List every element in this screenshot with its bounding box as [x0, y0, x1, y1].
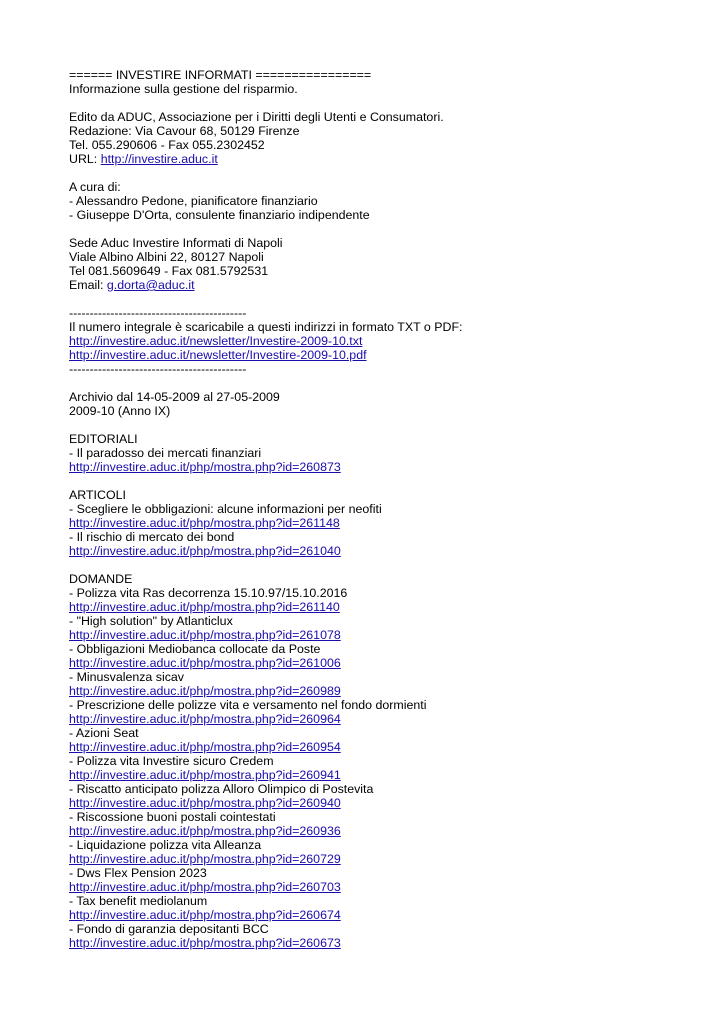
separator: ------------------------------------------- [69, 306, 247, 320]
list-item-link[interactable]: http://investire.aduc.it/php/mostra.php?id=260936 [69, 824, 341, 838]
section-heading-articoli: ARTICOLI [69, 488, 126, 502]
list-item-link[interactable]: http://investire.aduc.it/php/mostra.php?id=260703 [69, 880, 341, 894]
list-item-title: - Liquidazione polizza vita Alleanza [69, 838, 262, 852]
publisher-url-row [69, 152, 709, 166]
list-item-link[interactable]: http://investire.aduc.it/php/mostra.php?id=260674 [69, 908, 341, 922]
list-item-link[interactable]: http://investire.aduc.it/php/mostra.php?id=260964 [69, 712, 341, 726]
list-item-title: - Riscossione buoni postali cointestati [69, 810, 276, 824]
list-item-link[interactable]: http://investire.aduc.it/php/mostra.php?id=260729 [69, 852, 341, 866]
email-link[interactable]: g.dorta@aduc.it [106, 278, 195, 292]
archive-range: Archivio dal 14-05-2009 al 27-05-2009 [69, 390, 280, 404]
publisher-line: Edito da ADUC, Associazione per i Diritti degli Utenti e Consumatori. [69, 110, 444, 124]
list-item-title: - Riscatto anticipato polizza Alloro Olimpico di Postevita [69, 782, 374, 796]
list-item-link[interactable]: http://investire.aduc.it/php/mostra.php?id=261148 [69, 516, 340, 530]
list-item-link[interactable]: http://investire.aduc.it/php/mostra.php?id=260989 [69, 684, 341, 698]
section-heading-domande: DOMANDE [69, 572, 133, 586]
site-link[interactable]: http://investire.aduc.it [100, 152, 218, 166]
list-item-link[interactable]: http://investire.aduc.it/php/mostra.php?id=260941 [69, 768, 341, 782]
download-pdf-link[interactable]: http://investire.aduc.it/newsletter/Investire-2009-10.pdf [69, 348, 367, 362]
list-item-title: - Dws Flex Pension 2023 [69, 866, 207, 880]
list-item-title: - Minusvalenza sicav [69, 670, 185, 684]
download-txt-link[interactable]: http://investire.aduc.it/newsletter/Investire-2009-10.txt [69, 334, 363, 348]
url-label: URL: [69, 152, 101, 166]
list-item-link[interactable]: http://investire.aduc.it/php/mostra.php?id=260673 [69, 936, 341, 950]
office-email-row [69, 278, 709, 292]
list-item-title: - Obbligazioni Mediobanca collocate da Poste [69, 642, 321, 656]
list-item-title: - Fondo di garanzia depositanti BCC [69, 922, 269, 936]
list-item-link[interactable]: http://investire.aduc.it/php/mostra.php?id=261078 [69, 628, 341, 642]
newsletter-title: ====== INVESTIRE INFORMATI ================ [69, 68, 372, 82]
separator: ------------------------------------------- [69, 362, 247, 376]
newsletter-subtitle: Informazione sulla gestione del risparmio. [69, 82, 298, 96]
list-item-title: - Il rischio di mercato dei bond [69, 530, 235, 544]
editor-item: - Giuseppe D'Orta, consulente finanziario indipendente [69, 208, 370, 222]
office-address: Viale Albino Albini 22, 80127 Napoli [69, 250, 264, 264]
list-item-title: - Scegliere le obbligazioni: alcune informazioni per neofiti [69, 502, 382, 516]
office-name: Sede Aduc Investire Informati di Napoli [69, 236, 283, 250]
archive-issue: 2009-10 (Anno IX) [69, 404, 171, 418]
list-item-link[interactable]: http://investire.aduc.it/php/mostra.php?id=260873 [69, 460, 341, 474]
publisher-phone: Tel. 055.290606 - Fax 055.2302452 [69, 138, 265, 152]
download-text: Il numero integrale è scaricabile a questi indirizzi in formato TXT o PDF: [69, 320, 463, 334]
section-heading-editoriali: EDITORIALI [69, 432, 138, 446]
list-item-link[interactable]: http://investire.aduc.it/php/mostra.php?id=260954 [69, 740, 341, 754]
email-label: Email: [69, 278, 107, 292]
list-item-title: - Il paradosso dei mercati finanziari [69, 446, 262, 460]
list-item-link[interactable]: http://investire.aduc.it/php/mostra.php?id=260940 [69, 796, 341, 810]
list-item-link[interactable]: http://investire.aduc.it/php/mostra.php?id=261006 [69, 656, 341, 670]
list-item-title: - Prescrizione delle polizze vita e versamento nel fondo dormienti [69, 698, 427, 712]
newsletter-document [69, 68, 709, 950]
editor-item: - Alessandro Pedone, pianificatore finanziario [69, 194, 318, 208]
list-item-title: - Polizza vita Ras decorrenza 15.10.97/15.10.2016 [69, 586, 348, 600]
publisher-address: Redazione: Via Cavour 68, 50129 Firenze [69, 124, 300, 138]
list-item-title: - "High solution" by Atlanticlux [69, 614, 233, 628]
list-item-title: - Tax benefit mediolanum [69, 894, 208, 908]
list-item-title: - Azioni Seat [69, 726, 139, 740]
editors-heading: A cura di: [69, 180, 121, 194]
list-item-link[interactable]: http://investire.aduc.it/php/mostra.php?id=261040 [69, 544, 341, 558]
list-item-title: - Polizza vita Investire sicuro Credem [69, 754, 274, 768]
office-phone: Tel 081.5609649 - Fax 081.5792531 [69, 264, 269, 278]
list-item-link[interactable]: http://investire.aduc.it/php/mostra.php?id=261140 [69, 600, 340, 614]
